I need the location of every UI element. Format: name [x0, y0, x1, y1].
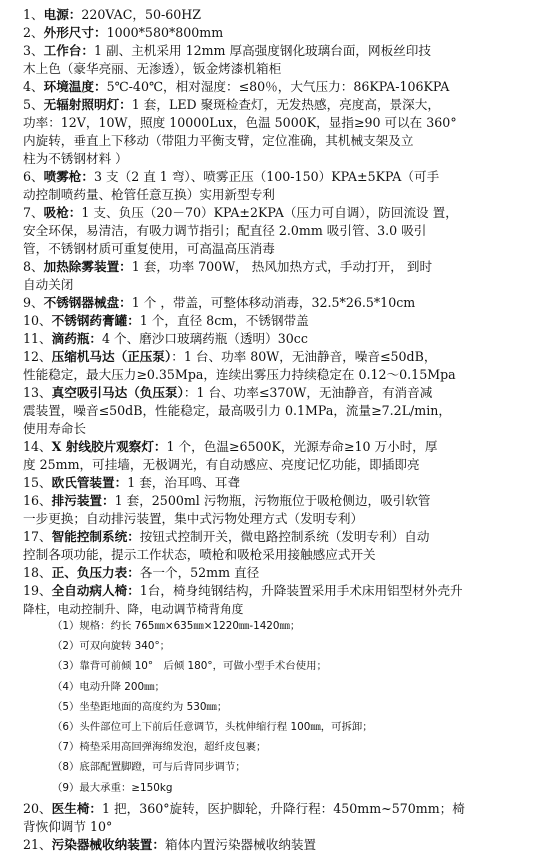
item-title: 电源： — [43, 7, 82, 22]
item-number: 21、 — [23, 836, 52, 852]
spec-continuation — [23, 150, 128, 168]
spec-text: 木上色（豪华亮丽、无渗透），钣金烤漆机箱柜 — [23, 61, 282, 76]
spec-continuation — [23, 402, 451, 420]
spec-text: 内旋转，垂直上下移动（带阻力平衡支臂，定位准确，其机械支架及立 — [23, 133, 414, 148]
item-detail: 1 套，功率 700W， 热风加热方式，手动打开， 到时 — [131, 259, 433, 274]
item-title: 真空吸引马达（负压泵） — [51, 385, 184, 400]
spec-continuation — [23, 510, 363, 528]
spec-text: 安全环保，易清洁，有吸力调节指引；配直径 2.0mm 吸引管、3.0 吸引 — [23, 223, 427, 238]
item-title: 医生椅： — [51, 800, 102, 816]
item-title: 欧氏管装置： — [51, 475, 128, 490]
item-detail: 220VAC，50-60HZ — [81, 7, 202, 22]
spec-continuation — [23, 420, 86, 438]
item-detail: ：1 台、功率≤370W，无油静音，有消音减 — [183, 385, 433, 400]
item-title: 全自动病人椅： — [51, 583, 140, 598]
item-detail: 5℃-40℃，相对湿度：≤80％，大气压力：86KPA-106KPA — [106, 79, 450, 94]
item-detail: 1 个 ，带盖，可整体移动消毒，32.5*26.5*10cm — [131, 295, 416, 310]
item-number: 20、 — [23, 800, 52, 816]
item-detail: 1 支、负压（20－70）KPA±2KPA（压力可自调），防回流设 置， — [81, 205, 458, 220]
spec-item — [23, 492, 431, 510]
sub-spec-text: （9）最大承重：≥150kg — [52, 781, 173, 794]
spec-continuation — [23, 546, 376, 564]
item-detail: 1000*580*800mm — [106, 25, 224, 40]
item-title: 不锈钢药膏罐： — [51, 313, 140, 328]
item-number: 16、 — [23, 493, 52, 508]
spec-item — [23, 438, 437, 456]
item-detail: 3 支（2 直 1 弯）、喷雾正压（100-150）KPA±5KPA（可手 — [93, 169, 440, 184]
item-detail: 1 副、主机采用 12mm 厚高强度钢化玻璃台面，网板丝印技 — [93, 43, 431, 58]
item-number: 9、 — [23, 295, 44, 310]
spec-continuation — [23, 60, 281, 78]
spec-item — [23, 294, 415, 312]
item-title: X 射线胶片观察灯： — [51, 439, 167, 454]
spec-text: 柱为不锈钢材料 ） — [23, 151, 128, 166]
sub-spec-text: （4）电动升降 200㎜； — [52, 680, 165, 693]
spec-continuation — [23, 132, 413, 150]
spec-item — [23, 78, 449, 96]
item-number: 13、 — [23, 385, 52, 400]
item-detail: 按钮式控制开关，微电路控制系统（发明专利）自动 — [139, 529, 430, 544]
spec-item — [23, 800, 465, 818]
spec-continuation — [23, 222, 426, 240]
spec-text: 控制各项功能，提示工作状态，喷枪和吸枪采用接触感应式开关 — [23, 547, 376, 562]
chair-spec-line — [52, 719, 373, 735]
sub-spec-text: （3）靠背可前倾 10° 后倾 180°，可做小型手术台使用； — [52, 660, 327, 673]
item-title: 无辐射照明灯： — [43, 97, 132, 112]
item-number: 18、 — [23, 565, 52, 580]
spec-item — [23, 96, 440, 114]
chair-spec-line — [52, 759, 246, 775]
spec-item — [23, 258, 432, 276]
spec-text: 震装置，噪音≤50dB，性能稳定，最高吸引力 0.1MPa，流量≥7.2L/min， — [23, 403, 451, 418]
item-number: 8、 — [23, 259, 44, 274]
item-detail: 1 套，LED 聚斑检查灯，无发热感，亮度高，景深大， — [131, 97, 440, 112]
item-number: 1、 — [23, 7, 44, 22]
spec-continuation — [23, 276, 73, 294]
spec-text: 动控制喷药量、枪管任意互换）实用新型专利 — [23, 187, 275, 202]
chair-spec-line — [52, 658, 327, 674]
spec-text: 使用寿命长 — [23, 421, 86, 436]
item-detail: 各一个，52mm 直径 — [139, 565, 260, 580]
sub-spec-text: （1）规格：约长 765㎜×635㎜×1220㎜-1420㎜； — [52, 620, 301, 632]
spec-text: 背恢仰调节 10° — [23, 818, 113, 834]
item-detail: 箱体内置污染器械收纳装置 — [164, 836, 317, 852]
item-detail: 1 个，色温≥6500K，光源寿命≥10 万小时，厚 — [166, 439, 438, 454]
item-number: 7、 — [23, 205, 44, 220]
item-detail: 1台，椅身纯钢结构，升降装置采用手术床用铝型材外壳升 — [139, 583, 463, 598]
spec-continuation — [23, 114, 457, 132]
item-title: 污染器械收纳装置： — [51, 836, 165, 852]
spec-text: 功率：12V，10W，照度 10000Lux，色温 5000K，显指≥90 可以在 360° — [23, 115, 457, 130]
item-number: 11、 — [23, 331, 52, 346]
spec-continuation — [23, 186, 275, 204]
spec-item — [23, 330, 308, 348]
item-detail: 4 个、磨沙口玻璃药瓶（透明）30cc — [102, 331, 308, 346]
item-title: 滴药瓶： — [51, 331, 102, 346]
item-number: 10、 — [23, 313, 52, 328]
item-title: 外形尺寸： — [43, 25, 107, 40]
sub-spec-text: （7）椅垫采用高回弹海绵发泡，超纤皮包裹； — [52, 741, 267, 754]
spec-continuation — [23, 240, 275, 258]
item-title: 加热除雾装置： — [43, 259, 132, 274]
spec-item — [23, 204, 458, 222]
spec-item — [23, 168, 439, 186]
spec-item — [23, 6, 201, 24]
item-number: 2、 — [23, 25, 44, 40]
sub-spec-text: （6）头件部位可上下前后任意调节，头枕伸缩行程 100㎜，可拆卸； — [52, 721, 373, 733]
chair-spec-line — [52, 699, 227, 715]
sub-spec-text: （5）坐垫距地面的高度约为 530㎜； — [52, 700, 228, 713]
item-title: 压缩机马达（正压泵） — [51, 349, 172, 364]
item-number: 12、 — [23, 349, 52, 364]
spec-item — [23, 836, 316, 854]
item-number: 5、 — [23, 97, 44, 112]
item-detail: 1 套，治耳鸣、耳聋 — [127, 475, 240, 490]
sub-spec-text: （8）底部配置脚蹬，可与后背同步调节； — [52, 761, 246, 774]
spec-text: 度 25mm，可挂墙，无极调光，有自动感应、亮度记忆功能，即插即亮 — [23, 457, 420, 472]
chair-spec-line — [52, 618, 300, 634]
item-detail: 1 个，直径 8cm，不锈钢带盖 — [139, 313, 309, 328]
item-title: 正、负压力表： — [51, 565, 140, 580]
spec-text: 自动关闭 — [23, 277, 74, 292]
spec-continuation — [23, 600, 243, 618]
item-title: 环境温度： — [43, 79, 107, 94]
item-title: 不锈钢器械盘： — [43, 295, 132, 310]
spec-item — [23, 528, 429, 546]
item-title: 吸枪： — [43, 205, 82, 220]
spec-text: 管，不锈钢材质可重复使用，可高温高压消毒 — [23, 241, 275, 256]
item-detail: 1 套，2500ml 污物瓶，污物瓶位于吸枪侧边，吸引软管 — [114, 493, 431, 508]
item-number: 4、 — [23, 79, 44, 94]
item-number: 15、 — [23, 475, 52, 490]
spec-continuation — [23, 456, 420, 474]
spec-item — [23, 384, 432, 402]
spec-item — [23, 564, 259, 582]
item-number: 3、 — [23, 43, 44, 58]
chair-spec-line — [52, 739, 266, 755]
spec-item — [23, 42, 431, 60]
item-title: 智能控制系统： — [51, 529, 140, 544]
spec-item — [23, 348, 436, 366]
spec-continuation — [23, 818, 112, 836]
item-number: 6、 — [23, 169, 44, 184]
spec-text: 性能稳定，最大压力≥0.35Mpa，连续出雾压力持续稳定在 0.12～0.15Mpa — [23, 367, 456, 382]
item-number: 17、 — [23, 529, 52, 544]
item-detail: ：1 台、功率 80W，无油静音，噪音≤50dB， — [171, 349, 437, 364]
chair-spec-line — [52, 780, 173, 796]
item-title: 排污装置： — [51, 493, 115, 508]
item-title: 工作台： — [43, 43, 94, 58]
spec-continuation — [23, 366, 456, 384]
item-title: 喷雾枪： — [43, 169, 94, 184]
chair-spec-line — [52, 679, 165, 695]
chair-spec-line — [52, 638, 170, 654]
item-number: 14、 — [23, 439, 52, 454]
spec-text: 降柱，电动控制升、降，电动调节椅背角度 — [23, 602, 244, 616]
spec-item — [23, 24, 223, 42]
sub-spec-text: （2）可双向旋转 340°； — [52, 640, 171, 653]
spec-item — [23, 474, 240, 492]
spec-item — [23, 312, 309, 330]
spec-item — [23, 582, 463, 600]
item-number: 19、 — [23, 583, 52, 598]
item-detail: 1 把，360°旋转，医护脚轮，升降行程：450mm~570mm；椅 — [102, 800, 465, 816]
spec-text: 一步更换；自动排污装置，集中式污物处理方式（发明专利） — [23, 511, 364, 526]
